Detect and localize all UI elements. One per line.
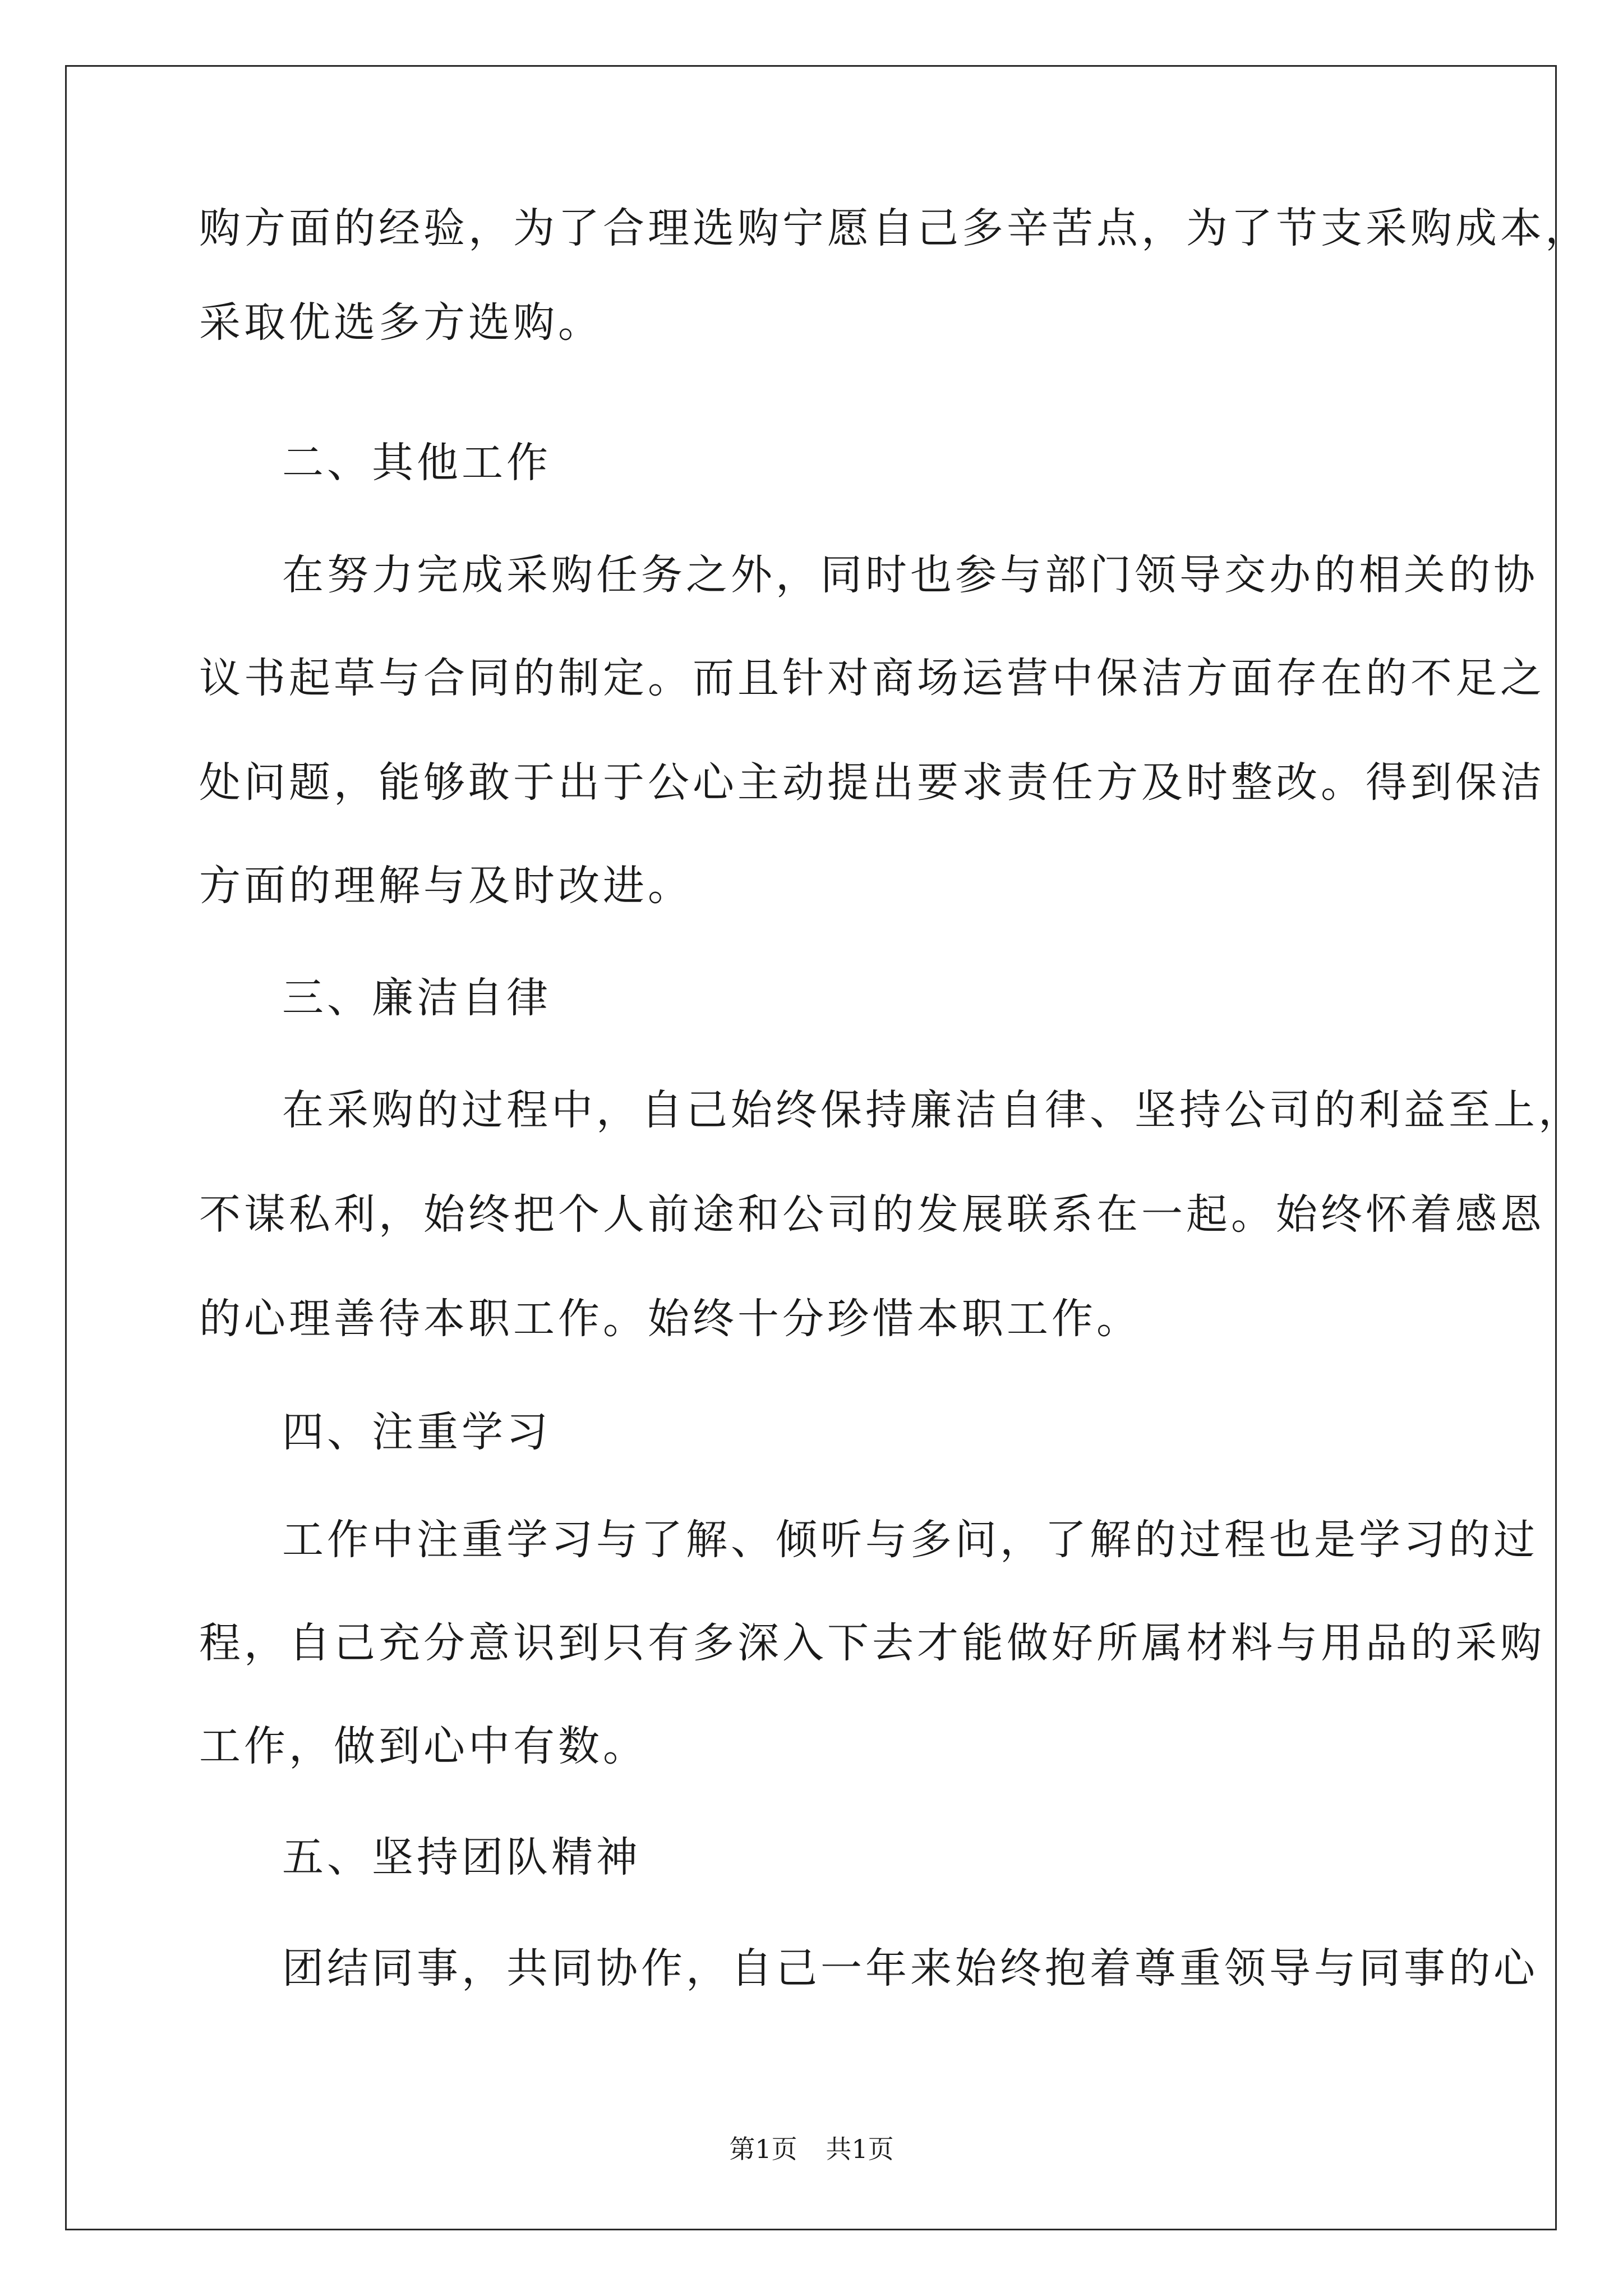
paragraph-line: 的心理善待本职工作。始终十分珍惜本职工作。	[199, 1295, 1141, 1343]
section-heading: 四、注重学习	[282, 1408, 551, 1456]
paragraph-line: 采取优选多方选购。	[199, 298, 603, 347]
section-heading: 二、其他工作	[282, 439, 551, 487]
paragraph-line: 团结同事，共同协作，自己一年来始终抱着尊重领导与同事的心	[282, 1944, 1538, 1993]
page-border	[65, 65, 1557, 2230]
paragraph-line: 工作中注重学习与了解、倾听与多问，了解的过程也是学习的过	[282, 1516, 1538, 1564]
paragraph-line: 议书起草与合同的制定。而且针对商场运营中保洁方面存在的不足之	[199, 654, 1545, 702]
page-footer	[0, 2129, 1623, 2166]
page-total: 共1页	[826, 2134, 894, 2164]
paragraph-line: 工作，做到心中有数。	[199, 1722, 648, 1770]
paragraph-line: 在采购的过程中，自己始终保持廉洁自律、坚持公司的利益至上，	[282, 1086, 1583, 1134]
paragraph-line: 处问题，能够敢于出于公心主动提出要求责任方及时整改。得到保洁	[199, 758, 1545, 807]
section-heading: 三、廉洁自律	[282, 974, 551, 1022]
paragraph-line: 不谋私利，始终把个人前途和公司的发展联系在一起。始终怀着感恩	[199, 1190, 1545, 1239]
paragraph-line: 程，自己充分意识到只有多深入下去才能做好所属材料与用品的采购	[199, 1619, 1545, 1667]
paragraph-line: 方面的理解与及时改进。	[199, 862, 693, 910]
section-heading: 五、坚持团队精神	[282, 1833, 641, 1881]
paragraph-line: 购方面的经验，为了合理选购宁愿自己多辛苦点，为了节支采购成本，	[199, 204, 1590, 252]
paragraph-line: 在努力完成采购任务之外，同时也参与部门领导交办的相关的协	[282, 551, 1538, 599]
page-number: 第1页	[729, 2134, 797, 2164]
